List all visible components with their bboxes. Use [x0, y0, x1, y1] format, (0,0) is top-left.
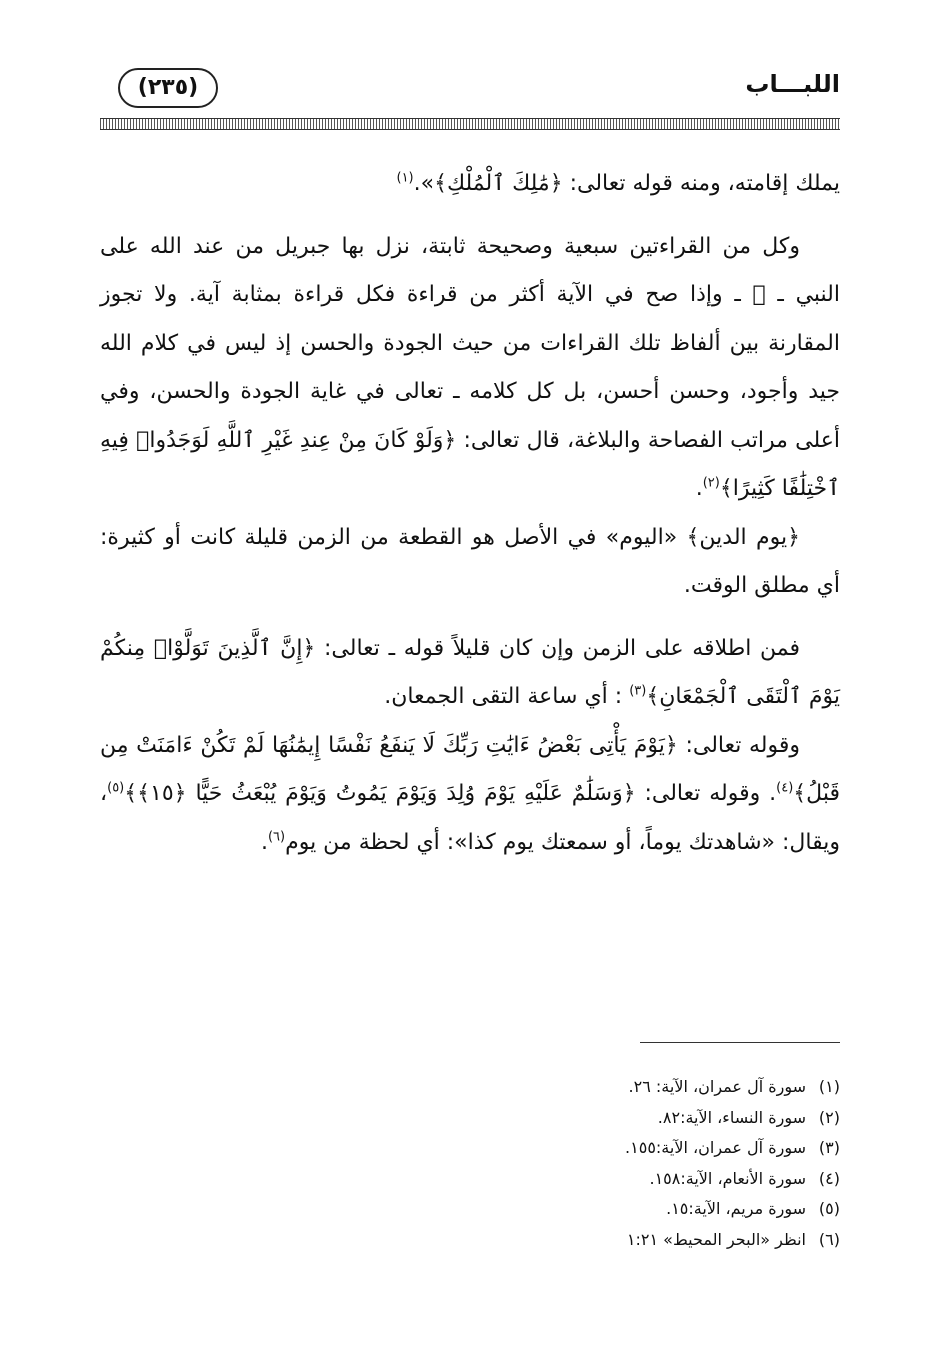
- footnote-ref-2: (٢): [702, 475, 720, 491]
- paragraph-1: يملك إقامته، ومنه قوله تعالى: ﴿مَٰلِكَ ٱلْمُلْكِ﴾».$^{(١)}$: [396, 170, 840, 196]
- page-header: [100, 60, 840, 135]
- footnote: (٦)انظر «البحر المحيط» ١:٢١: [626, 1229, 840, 1249]
- paragraph-5: وقوله تعالى: ﴿يَوْمَ يَأْتِى بَعْضُ ءَايَٰتِ رَبِّكَ لَا يَنفَعُ نَفْسًا إِيمَٰنُهَا لَمْ تَكُنْ ءَامَنَتْ مِن قَبْلُ﴾$^{(٤)}$. وقوله تعالى: ﴿وَسَلَٰمٌ عَلَيْهِ يَوْمَ وُلِدَ وَيَوْمَ يَمُوتُ وَيَوْمَ يُبْعَثُ حَيًّا ﴿١٥﴾﴾$^{(٥)}$، ويقال: «شاهدتك يوماً، أو سمعتك يوم كذا»: أي لحظة من يوم$^{(٦)}$.: [100, 732, 840, 855]
- footnote-ref-5: (٥): [107, 780, 125, 796]
- footnote-ref-6: (٦): [267, 829, 286, 845]
- main-text: [100, 160, 840, 867]
- paragraph-4: فمن اطلاقه على الزمن وإن كان قليلاً قوله ـ تعالى: ﴿إِنَّ ٱلَّذِينَ تَوَلَّوْا۟ مِنكُمْ يَوْمَ ٱلْتَقَى ٱلْجَمْعَانِ﴾$^{(٣)}$ : أي ساعة التقى الجمعان.: [100, 635, 840, 709]
- footnote: (٢)سورة النساء، الآية:٨٢.: [657, 1107, 840, 1127]
- footnote: (٥)سورة مريم، الآية:١٥.: [666, 1199, 840, 1218]
- footnote-ref-3: (٣): [629, 683, 647, 699]
- footnote-ref-1: (١): [396, 170, 414, 186]
- footnote: (٣)سورة آل عمران، الآية:١٥٥.: [625, 1138, 840, 1157]
- footnote: (١)سورة آل عمران، الآية: ٢٦.: [628, 1077, 840, 1096]
- page-number: (٢٣٥): [118, 68, 218, 108]
- running-title: اللبـــاب: [745, 70, 840, 98]
- paragraph-3: ﴿يوم الدين﴾ «اليوم» في الأصل هو القطعة من الزمن قليلة كانت أو كثيرة: أي مطلق الوقت.: [100, 524, 840, 598]
- footnote-ref-4: (٤): [776, 780, 794, 796]
- paragraph-2: وكل من القراءتين سبعية وصحيحة ثابتة، نزل بها جبريل من عند الله على النبي ـ ﷺ ـ وإذا صح في الآية أكثر من قراءة فكل قراءة بمثابة آية. ولا تجوز المقارنة بين ألفاظ تلك القراءات من حيث الجودة والحسن إذ ليس في كلام الله جيد وأجود، وحسن أحسن، بل كل كلامه ـ تعالى في غاية الجودة والحسن، وفي أعلى مراتب الفصاحة والبلاغة، قال تعالى: ﴿وَلَوْ كَانَ مِنْ عِندِ غَيْرِ ٱللَّهِ لَوَجَدُوا۟ فِيهِ ٱخْتِلَٰفًا كَثِيرًا﴾$^{(٢)}$.: [100, 233, 840, 501]
- header-rule: [100, 118, 840, 130]
- footnotes: [400, 1072, 840, 1255]
- footnote: (٤)سورة الأنعام، الآية:١٥٨.: [649, 1168, 840, 1188]
- footnote-separator: [640, 1042, 840, 1043]
